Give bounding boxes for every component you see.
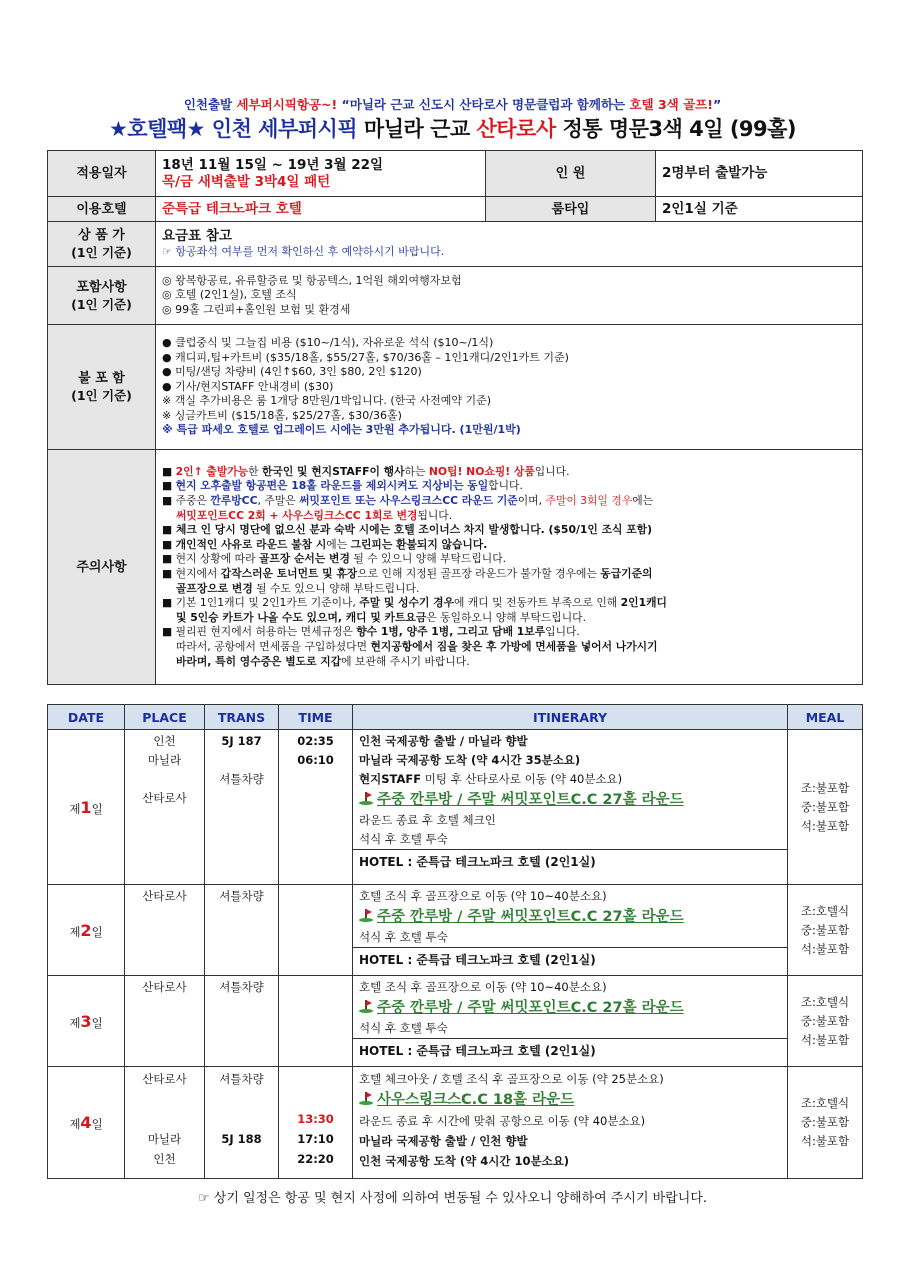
notice-items [156,450,863,685]
notice-9: ■ 필리핀 현지에서 허용하는 면세규정은 향수 1병, 양주 1병, 그리고 담배 1보루입니다. [162,625,580,639]
notice-3: ■ 주중은 깐루방CC, 주말은 써밋포인트 또는 사우스링크스CC 라운드 기준이며, 주말이 3회일 경우에는 [162,494,654,508]
exclude-items [156,325,863,450]
room-value: 2인1실 기준 [656,197,863,222]
flight-number: 5J 187 [221,734,262,748]
apply-value [156,151,486,197]
day4-places [125,1067,205,1179]
place: 인천 [153,734,176,748]
day-label-2: 제2일 [48,885,125,976]
day-row-1 [48,730,863,885]
exclude-label: 불 포 함 [78,371,125,386]
apply-pattern: 목/금 새벽출발 3박4일 패턴 [162,173,331,190]
time: 17:10 [297,1132,334,1146]
place: 마닐라 [147,1132,182,1146]
price-value-cell [156,222,863,267]
day1-itinerary [353,730,788,885]
meal: 중:불포함 [800,799,850,814]
include-item: ◎ 호텔 (2인1실), 호텔 조식 [162,288,297,302]
title-part-2: 마닐라 근교 [357,117,477,141]
spacer [205,751,278,770]
notice-4: ■ 체크 인 당시 명단에 없으신 분과 숙박 시에는 호텔 조이너스 차지 발생합니다. ($50/1인 조식 포함) [162,523,653,537]
apply-label: 적용일자 [48,151,156,197]
spacer [125,1089,204,1129]
include-per-person: (1인 기준) [71,296,132,312]
notice-2: ■ 현지 오후출발 항공편은 18홀 라운드를 제외시켜도 지상비는 동일합니다. [162,479,523,493]
day1-meals [788,730,863,885]
row-exclude [48,325,863,450]
include-label: 포함사항 [76,279,127,295]
include-label-cell [48,267,156,325]
itinerary-line: 마닐라 국제공항 출발 / 인천 향발 [359,1134,528,1148]
day-row-2 [48,885,863,976]
day3-place: 산타로사 [125,976,205,1067]
footer-note: ☞ 상기 일정은 항공 및 현지 사정에 의하여 변동될 수 있사오니 양해하여 주시기 바랍니다. [197,1191,708,1206]
title-part-1: ★호텔팩★ 인천 세부퍼시픽 [108,117,358,141]
row-hotel [48,197,863,222]
people-value: 2명부터 출발가능 [656,151,863,197]
time: 22:20 [297,1152,334,1166]
day2-trans: 셔틀차량 [205,885,279,976]
exclude-item: ● 클럽중식 및 그늘집 비용 ($10~/1식), 자유로운 석식 ($10~/1식) [162,336,494,350]
day4-times [279,1067,353,1179]
include-item: ◎ 99홀 그린피+홀인원 보험 및 환경세 [162,302,351,316]
day2-times [279,885,353,976]
day-label-3: 제3일 [48,976,125,1067]
price-value: 요금표 참고 [162,228,232,245]
transport: 셔틀차량 [219,1072,264,1086]
people-label: 인 원 [486,151,656,197]
apply-dates: 18년 11월 15일 ~ 19년 3월 22일 [162,156,384,173]
itinerary-line: 인천 국제공항 도착 (약 4시간 10분소요) [359,1154,570,1168]
day4-meals [788,1067,863,1179]
itinerary-line: 현지STAFF 미팅 후 산타로사로 이동 (약 40분소요) [359,772,623,786]
golf-round-line [353,997,787,1019]
spacer [279,1069,352,1109]
itinerary-line: 석식 후 호텔 투숙 [359,832,448,846]
day1-times [279,730,353,885]
day3-trans: 셔틀차량 [205,976,279,1067]
meal: 중:불포함 [800,1115,850,1129]
golf-round-line [353,1089,787,1111]
subtitle-airline: 세부퍼시픽항공~! [236,97,338,112]
page-title [0,113,905,143]
golf-flag-icon [359,999,373,1013]
subtitle-middle: “마닐라 근교 신도시 산타로사 명문클럽과 함께하는 [337,97,630,112]
price-note: ☞ 항공좌석 여부를 먼저 확인하신 후 예약하시기 바랍니다. [162,245,445,259]
notice-7-cont: 골프장으로 변경 될 수도 있으니 양해 부탁드립니다. [176,581,420,595]
meal: 중:불포함 [800,1013,850,1028]
flight-number: 5J 188 [221,1132,262,1146]
time: 06:10 [297,753,334,767]
notice-9-cont: 따라서, 공항에서 면세품을 구입하셨다면 현지공항에서 짐을 찾은 후 가방에 면세품을 넣어서 나가시기 [176,639,658,653]
notice-6: ■ 현지 상황에 따라 골프장 순서는 변경 될 수 있으니 양해 부탁드립니다. [162,552,507,566]
include-items [156,267,863,325]
subtitle [0,95,905,113]
itinerary-line: 석식 후 호텔 투숙 [359,1021,448,1035]
golf-round: 주중 깐루방 / 주말 써밋포인트C.C 27홀 라운드 [377,909,684,925]
day-label-4: 제4일 [48,1067,125,1179]
hotel-value: 준특급 테크노파크 호텔 [156,197,486,222]
header-time: TIME [279,705,353,730]
place: 산타로사 [142,1072,187,1086]
meal: 조:호텔식 [800,903,850,918]
meal: 석:불포함 [800,941,850,956]
itinerary-line: 석식 후 호텔 투숙 [359,930,448,944]
itinerary-line: 마닐라 국제공항 도착 (약 4시간 35분소요) [359,753,581,767]
include-item: ◎ 왕복항공료, 유류할증료 및 항공텍스, 1억원 해외여행자보험 [162,273,462,287]
day-row-4 [48,1067,863,1179]
place: 산타로사 [142,791,187,805]
itinerary-line: 호텔 체크아웃 / 호텔 조식 후 골프장으로 이동 (약 25분소요) [359,1072,664,1086]
day1-places [125,730,205,885]
header-meal: MEAL [788,705,863,730]
itinerary-line: 인천 국제공항 출발 / 마닐라 향발 [359,734,528,748]
price-label: 상 품 가 [78,228,125,243]
spacer [205,1089,278,1129]
hotel-line: HOTEL : 준특급 테크노파크 호텔 (2인1실) [353,849,787,873]
meal: 석:불포함 [800,1032,850,1047]
meal: 석:불포함 [800,1134,850,1148]
golf-flag-icon [359,1091,373,1105]
day4-itinerary [353,1067,788,1179]
row-apply [48,151,863,197]
time: 13:30 [297,1112,334,1126]
exclude-item: ● 캐디피,팁+카트비 ($35/18홀, $55/27홀, $70/36홀 – 1인1캐디/2인1카트 기준) [162,350,569,364]
time: 02:35 [297,734,334,748]
meal: 조:불포함 [800,780,850,795]
exclude-item: ※ 싱글카트비 ($15/18홀, $25/27홀, $30/36홀) [162,408,402,422]
exclude-item: ※ 객실 추가비용은 룸 1개당 8만원/1박입니다. (한국 사전예약 기준) [162,394,491,408]
itinerary-line: 라운드 종료 후 시간에 맞춰 공항으로 이동 (약 40분소요) [359,1114,646,1128]
hotel-line: HOTEL : 준특급 테크노파크 호텔 (2인1실) [353,1038,787,1062]
hotel-label: 이용호텔 [48,197,156,222]
hotel-line: HOTEL : 준특급 테크노파크 호텔 (2인1실) [353,947,787,971]
title-part-3: 산타로사 [476,117,556,141]
golf-round: 주중 깐루방 / 주말 써밋포인트C.C 27홀 라운드 [377,792,684,808]
day1-trans [205,730,279,885]
day-row-3 [48,976,863,1067]
header-trans: TRANS [205,705,279,730]
day3-meals [788,976,863,1067]
golf-round-line [353,789,787,811]
day3-times [279,976,353,1067]
notice-7: ■ 현지에서 갑작스러운 토너먼트 및 휴장으로 인해 지정된 골프장 라운드가 불가할 경우에는 동급기준의 [162,567,653,580]
golf-round: 주중 깐루방 / 주말 써밋포인트C.C 27홀 라운드 [377,1000,684,1016]
meal: 석:불포함 [800,818,850,833]
notice-label: 주의사항 [48,450,156,685]
notice-1: ■ 2인↑ 출발가능한 한국인 및 현지STAFF이 행사하는 NO팁! NO쇼핑! 상품입니다. [162,464,570,478]
header-date: DATE [48,705,125,730]
info-table [47,150,863,685]
day2-place: 산타로사 [125,885,205,976]
golf-round: 사우스링크스C.C 18홀 라운드 [377,1092,575,1108]
exclude-per-person: (1인 기준) [71,388,132,403]
meal: 중:불포함 [800,922,850,937]
room-label: 룸타입 [486,197,656,222]
spacer [125,770,204,789]
notice-8: ■ 기본 1인1캐디 및 2인1카트 기준이나, 주말 및 성수기 경우에 캐디 및 전동카트 부족으로 인해 2인1캐디 [162,596,667,610]
day3-itinerary [353,976,788,1067]
golf-round-line [353,906,787,928]
row-notice [48,450,863,685]
meal: 조:호텔식 [800,994,850,1009]
subtitle-suffix: ” [712,97,722,112]
notice-9-cont2: 바라며, 특히 영수증은 별도로 지갑에 보관해 주시기 바랍니다. [176,654,470,668]
title-part-4: 정통 명문3색 4일 (99홀) [555,117,797,141]
notice-3-cont: 써밋포인트CC 2회 + 사우스링크스CC 1회로 변경됩니다. [176,508,453,522]
transport: 셔틀차량 [219,772,264,786]
itinerary-line: 라운드 종료 후 호텔 체크인 [359,813,496,827]
day-label-1: 제1일 [48,730,125,885]
schedule-table [47,704,863,1179]
meal: 조:호텔식 [800,1096,850,1110]
header-itinerary: ITINERARY [353,705,788,730]
notice-5: ■ 개인적인 사유로 라운드 불참 시에는 그린피는 환불되지 않습니다. [162,537,488,551]
row-price [48,222,863,267]
subtitle-prefix: 인천출발 [183,97,237,112]
price-per-person: (1인 기준) [71,245,132,260]
day2-meals [788,885,863,976]
schedule-header [48,705,863,730]
golf-flag-icon [359,791,373,805]
subtitle-highlight: 호텔 3색 골프! [629,97,713,112]
golf-flag-icon [359,908,373,922]
exclude-item: ● 미팅/샌딩 차량비 (4인↑$60, 3인 $80, 2인 $120) [162,365,422,379]
itinerary-line: 호텔 조식 후 골프장으로 이동 (약 10~40분소요) [359,980,607,994]
day4-trans [205,1067,279,1179]
row-include [48,267,863,325]
place: 마닐라 [147,753,182,767]
exclude-label-cell [48,325,156,450]
place: 인천 [153,1152,176,1166]
itinerary-line: 호텔 조식 후 골프장으로 이동 (약 10~40분소요) [359,889,607,903]
price-label-cell [48,222,156,267]
notice-8-cont: 및 5인승 카트가 나올 수도 있으며, 캐디 및 카트요금은 동일하오니 양해 부탁드립니다. [176,610,587,624]
day2-itinerary [353,885,788,976]
exclude-upgrade: ※ 특급 파세오 호텔로 업그레이드 시에는 3만원 추가됩니다. (1만원/1박) [162,423,521,437]
header-place: PLACE [125,705,205,730]
exclude-item: ● 기사/현지STAFF 안내경비 ($30) [162,379,334,393]
